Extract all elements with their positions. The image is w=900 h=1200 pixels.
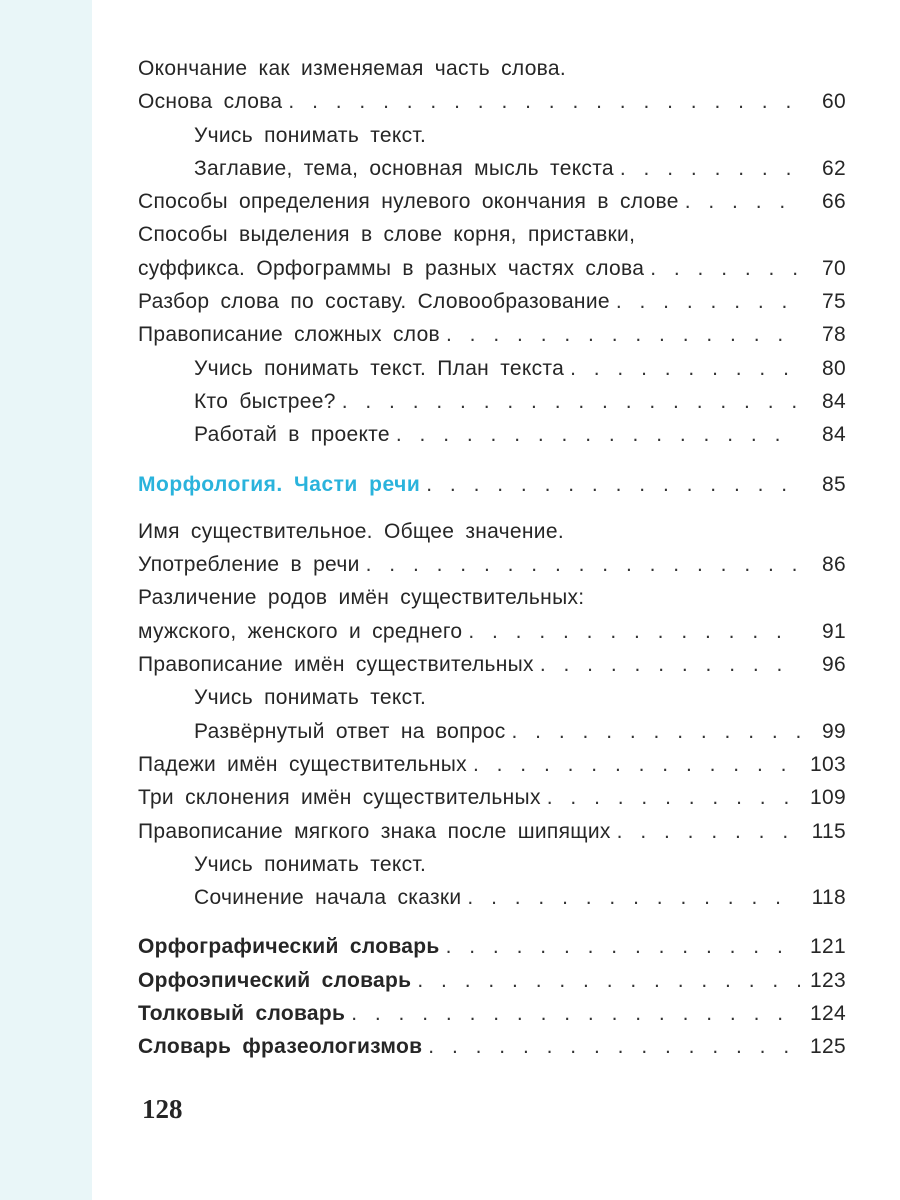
toc-entry-title: Три склонения имён существительных	[138, 786, 541, 810]
toc-entry-page: 103	[810, 752, 846, 776]
dot-leader	[288, 85, 800, 118]
dot-leader	[473, 748, 800, 781]
dictionary-page: 121	[810, 935, 846, 959]
page-number: 128	[142, 1094, 183, 1124]
toc-entry	[138, 815, 846, 848]
dictionary-title: Орфоэпический словарь	[138, 968, 412, 992]
dot-leader	[468, 615, 800, 648]
toc-entry-title: Различение родов имён существительных:	[138, 586, 585, 610]
toc-entry-page: 115	[811, 819, 846, 843]
toc-entry-title: Учись понимать текст.	[194, 686, 427, 710]
toc-entry	[138, 52, 846, 85]
dot-leader	[650, 252, 800, 285]
dictionary-page: 124	[810, 1002, 846, 1026]
dictionary-title: Словарь фразеологизмов	[138, 1035, 423, 1059]
dictionary-title: Толковый словарь	[138, 1002, 346, 1026]
dot-leader	[512, 715, 800, 748]
toc-entry-title: Правописание имён существительных	[138, 653, 534, 677]
dot-leader	[417, 964, 800, 997]
toc-entry	[138, 185, 846, 218]
dot-leader	[685, 185, 800, 218]
section-heading-title: Морфология. Части речи	[138, 472, 421, 496]
toc-entry-page: 62	[822, 156, 846, 180]
toc-entry-title: суффикса. Орфограммы в разных частях слова	[138, 256, 645, 280]
toc-entry-title: Имя существительное. Общее значение.	[138, 519, 564, 543]
toc-entry	[138, 352, 846, 385]
toc-entry	[138, 748, 846, 781]
toc-entry-title: Учись понимать текст.	[194, 852, 427, 876]
dot-leader	[426, 468, 800, 501]
toc-entry-title: мужского, женского и среднего	[138, 619, 463, 643]
dot-leader	[540, 648, 800, 681]
table-of-contents	[138, 52, 846, 1064]
dot-leader	[446, 318, 800, 351]
toc-entry-page: 66	[822, 190, 846, 214]
toc-entry	[138, 152, 846, 185]
toc-entry-title: Учись понимать текст. План текста	[194, 356, 565, 380]
dot-leader	[428, 1030, 800, 1063]
section-heading	[138, 468, 846, 501]
toc-entry-title: Падежи имён существительных	[138, 752, 467, 776]
toc-entry-title: Основа слова	[138, 90, 283, 114]
toc-entry-page: 60	[822, 90, 846, 114]
toc-entry-title: Употребление в речи	[138, 553, 360, 577]
toc-entry	[138, 848, 846, 881]
dot-leader	[616, 285, 800, 318]
toc-entry-page: 91	[822, 619, 846, 643]
dot-leader	[547, 781, 800, 814]
toc-entry-title: Учись понимать текст.	[194, 123, 427, 147]
toc-entry	[138, 581, 846, 614]
toc-entry	[138, 715, 846, 748]
toc-entry	[138, 252, 846, 285]
dot-leader	[366, 548, 800, 581]
dot-leader	[570, 352, 800, 385]
toc-entry-page: 84	[822, 389, 846, 413]
toc-entry	[138, 781, 846, 814]
toc-entry	[138, 515, 846, 548]
toc-entry-page: 75	[822, 290, 846, 314]
dictionary-page: 125	[810, 1035, 846, 1059]
toc-entry	[138, 85, 846, 118]
dot-leader	[467, 881, 800, 914]
toc-entry-title: Способы выделения в слове корня, приставки,	[138, 223, 636, 247]
toc-entry	[138, 318, 846, 351]
toc-entry-title: Работай в проекте	[194, 423, 390, 447]
toc-entry-title: Правописание мягкого знака после шипящих	[138, 819, 611, 843]
toc-entry	[138, 385, 846, 418]
toc-entry	[138, 881, 846, 914]
dictionary-entry	[138, 997, 846, 1030]
toc-entry	[138, 648, 846, 681]
toc-entry-title: Правописание сложных слов	[138, 323, 441, 347]
dot-leader	[396, 418, 800, 451]
page-gutter	[0, 0, 92, 1200]
toc-entry-page: 118	[811, 886, 846, 910]
dot-leader	[617, 815, 800, 848]
toc-entry-page: 99	[822, 719, 846, 743]
toc-entry-title: Разбор слова по составу. Словообразование	[138, 290, 610, 314]
toc-entry-page: 84	[822, 423, 846, 447]
toc-entry	[138, 119, 846, 152]
toc-entry-page: 80	[822, 356, 846, 380]
toc-entry-page: 96	[822, 653, 846, 677]
dictionary-title: Орфографический словарь	[138, 935, 440, 959]
toc-entry	[138, 548, 846, 581]
dictionary-entry	[138, 930, 846, 963]
dictionary-entry	[138, 964, 846, 997]
toc-entry-page: 78	[822, 323, 846, 347]
dot-leader	[351, 997, 800, 1030]
toc-entry	[138, 418, 846, 451]
toc-entry-title: Развёрнутый ответ на вопрос	[194, 719, 506, 743]
toc-entry	[138, 285, 846, 318]
toc-entry-title: Способы определения нулевого окончания в слове	[138, 190, 679, 214]
toc-entry-page: 109	[810, 786, 846, 810]
dictionary-page: 123	[810, 968, 846, 992]
toc-entry-page: 70	[822, 256, 846, 280]
toc-entry	[138, 615, 846, 648]
toc-entry	[138, 681, 846, 714]
toc-entry	[138, 218, 846, 251]
dictionary-entry	[138, 1030, 846, 1063]
toc-entry-page: 86	[822, 553, 846, 577]
toc-entry-title: Окончание как изменяемая часть слова.	[138, 57, 567, 80]
section-heading-page: 85	[822, 472, 846, 496]
dot-leader	[620, 152, 800, 185]
toc-entry-title: Сочинение начала сказки	[194, 886, 462, 910]
toc-entry-title: Кто быстрее?	[194, 389, 336, 413]
toc-entry-title: Заглавие, тема, основная мысль текста	[194, 156, 614, 180]
dot-leader	[342, 385, 800, 418]
dot-leader	[446, 930, 800, 963]
